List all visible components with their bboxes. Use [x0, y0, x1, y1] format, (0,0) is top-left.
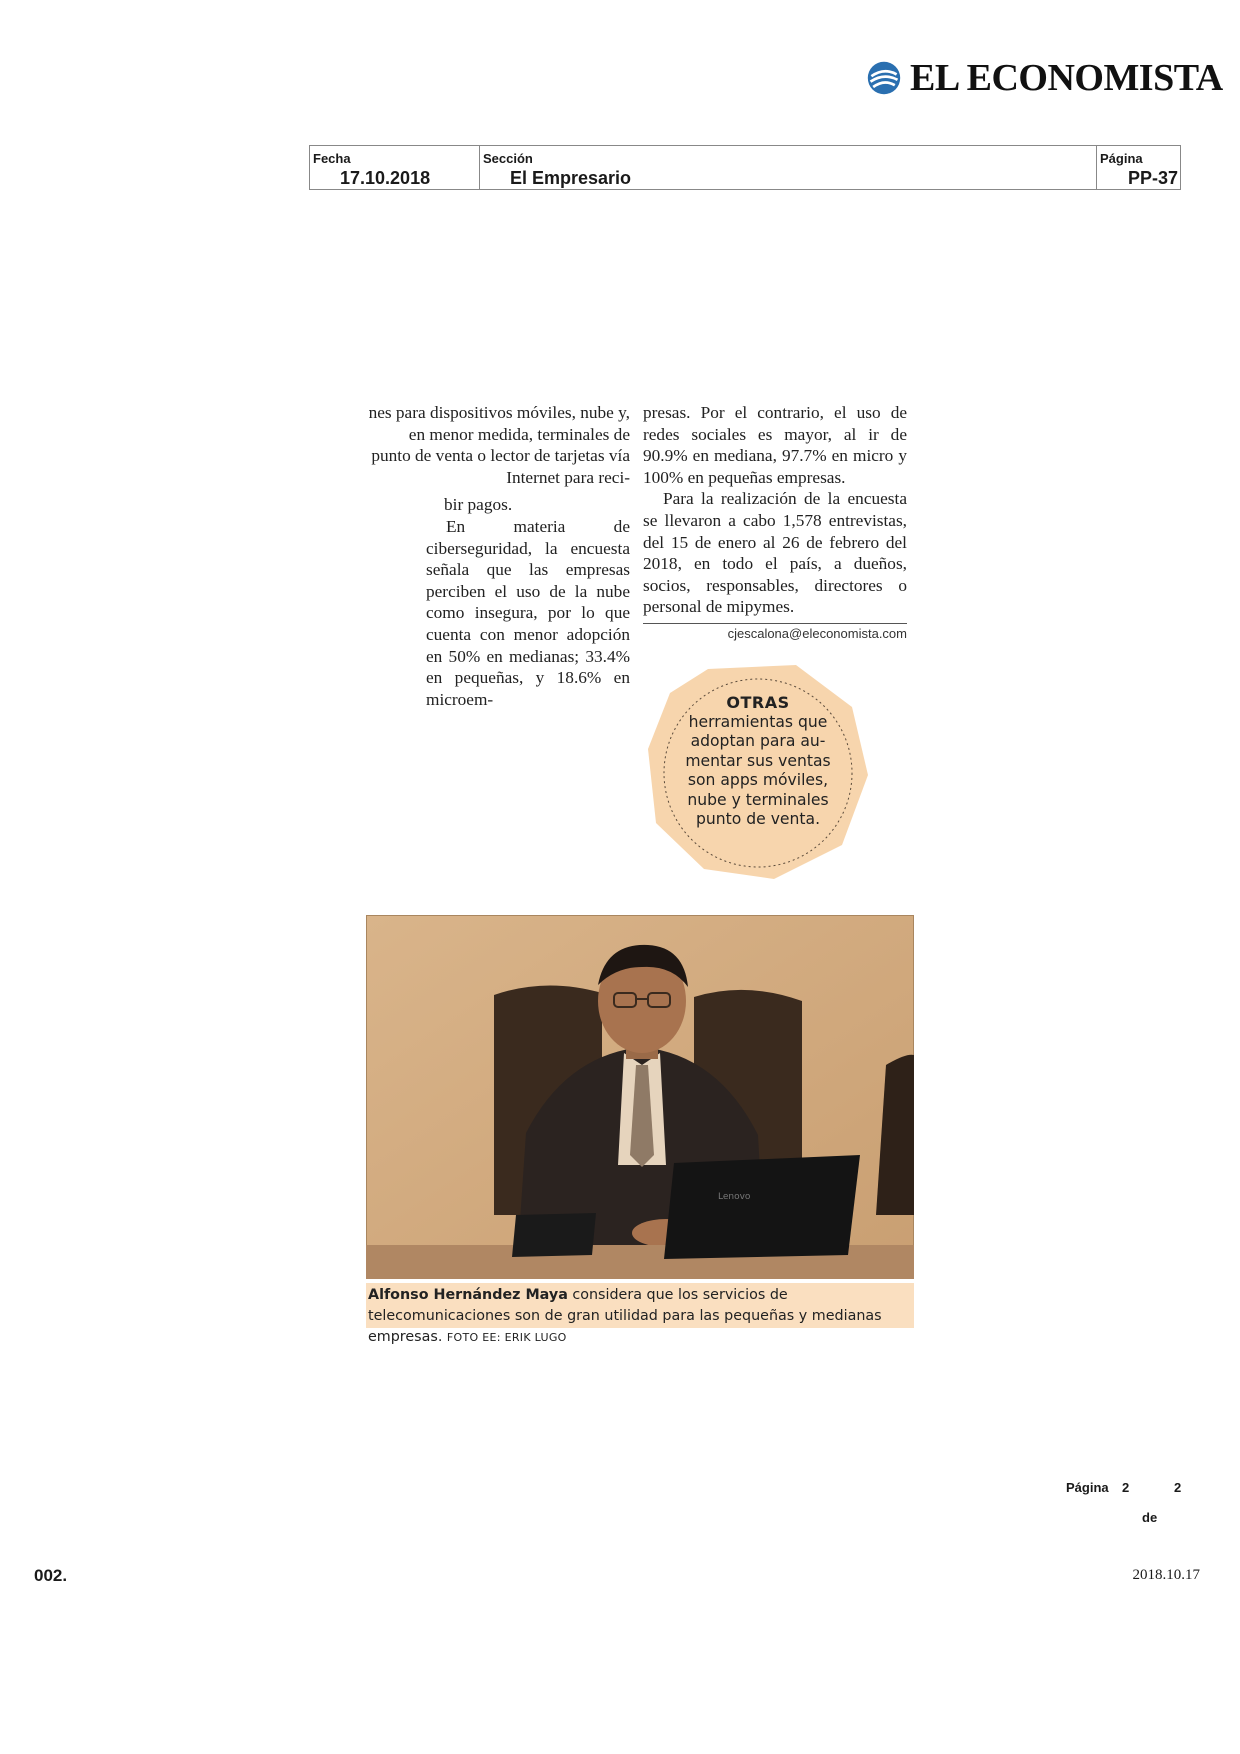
seccion-label: Sección — [483, 151, 533, 166]
article-paragraph: En materia de ciberseguridad, la encuesta señala que las empresas perciben el uso de la nube como insegura, por lo que cuenta con menor adopción en 50% en medianas; 33.4% en pequeñas, y 18.6% en microem- — [426, 516, 630, 709]
article-photo — [366, 915, 914, 1345]
badge-title: OTRAS — [726, 693, 790, 712]
caption-person-name: Alfonso Hernández Maya — [368, 1287, 568, 1303]
caption-text: considera que los servicios de telecomunicaciones son de gran utilidad para las pequeñas y medianas empresas. — [368, 1287, 882, 1345]
masthead-logo — [866, 56, 1223, 100]
article-paragraph: nes para dispositivos móviles, nube y, en menor medida, terminales de punto de venta o lector de tarjetas vía Internet para reci- — [368, 403, 630, 487]
masthead-title: EL ECONOMISTA — [910, 57, 1223, 99]
seccion-value: El Empresario — [510, 168, 632, 188]
fecha-label: Fecha — [313, 151, 351, 166]
pagina-value: PP-37 — [1127, 168, 1178, 188]
badge-line: son apps móviles, — [687, 771, 829, 789]
photo-image — [366, 915, 914, 1279]
pagina-label: Página — [1100, 151, 1143, 166]
laptop-brand: Lenovo — [718, 1192, 751, 1202]
badge-line: herramientas que — [688, 712, 828, 731]
document-code: 002. — [34, 1566, 68, 1585]
page-current: 2 — [1122, 1480, 1130, 1495]
badge-line: adoptan para au- — [690, 732, 826, 750]
globe-swirl-icon — [866, 60, 902, 96]
article-paragraph: Para la realización de la encuesta se llevaron a cabo 1,578 entrevistas, del 15 de enero al 26 de febrero del 2018, en todo el país, a dueños, socios, responsables, directores o personal de mipymes. — [643, 489, 907, 617]
page-counter-de: de — [1142, 1510, 1158, 1525]
photo-credit: FOTO EE: ERIK LUGO — [446, 1331, 567, 1344]
fecha-value: 17.10.2018 — [340, 168, 431, 188]
badge-line: punto de venta. — [695, 810, 821, 828]
article-paragraph-end: bir pagos. — [444, 495, 513, 515]
article-paragraph: presas. Por el contrario, el uso de redes sociales es mayor, al ir de 90.9% en mediana, 97.7% en micro y 100% en pequeñas empresas. — [643, 403, 907, 487]
article-column-2 — [643, 402, 907, 618]
clipping-meta-table — [309, 145, 1181, 190]
badge-text — [646, 693, 870, 830]
pagina-cell — [1097, 146, 1180, 189]
photo-caption — [366, 1283, 914, 1345]
article-column-1 — [366, 402, 630, 710]
page-counter — [1066, 1480, 1186, 1524]
document-date: 2018.10.17 — [1132, 1567, 1200, 1583]
seccion-cell — [480, 146, 1097, 189]
badge-line: mentar sus ventas — [685, 751, 831, 770]
page-total: 2 — [1174, 1480, 1182, 1495]
byline-divider — [643, 623, 907, 624]
author-email: cjescalona@eleconomista.com — [727, 626, 907, 641]
fecha-cell — [310, 146, 480, 189]
badge-line: nube y terminales — [687, 790, 829, 809]
callout-badge — [646, 663, 870, 881]
page-counter-label: Página — [1066, 1480, 1109, 1495]
